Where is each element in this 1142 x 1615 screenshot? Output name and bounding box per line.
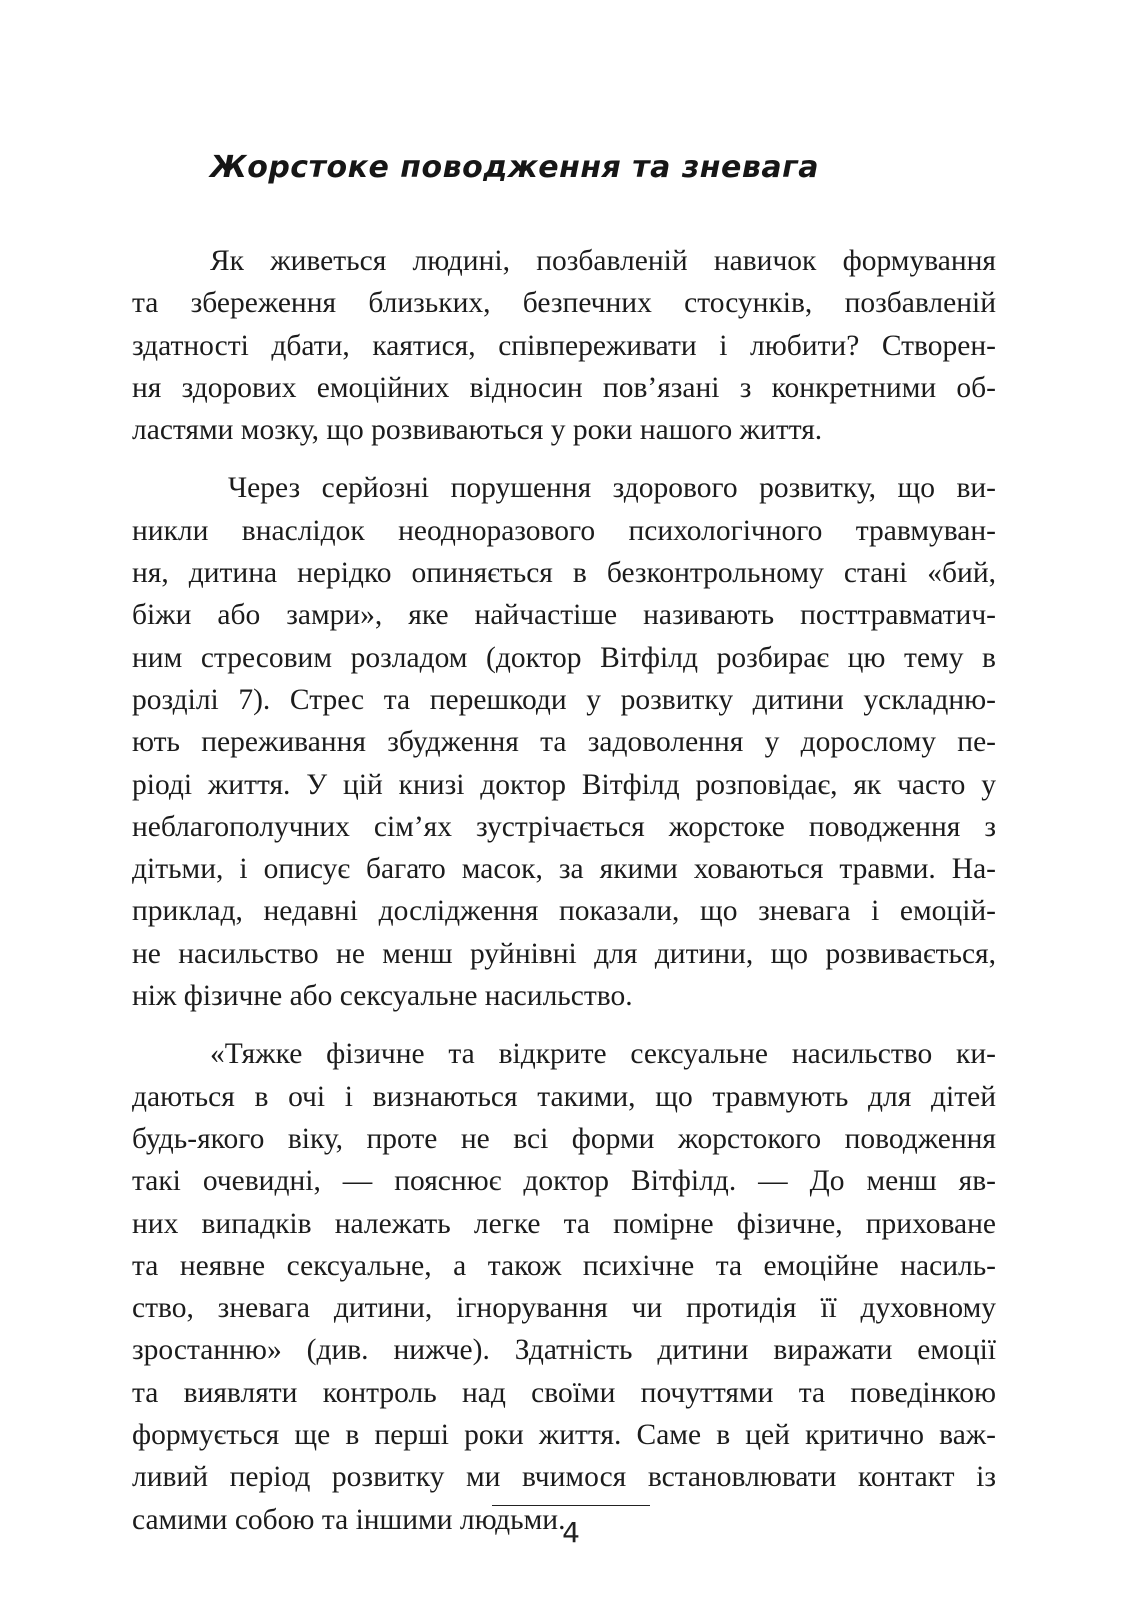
body-text <box>132 240 996 1557</box>
paragraph-2 <box>132 467 996 1017</box>
text-line: та виявляти контроль над своїми почуттями та поведінкою <box>132 1376 996 1409</box>
text-line: не насильство не менш руйнівні для дитини, що розвивається, <box>132 937 996 970</box>
text-line: будь-якого віку, проте не всі форми жорстокого поводження <box>132 1122 996 1155</box>
text-line: ють переживання збудження та задоволення у дорослому пе- <box>132 726 996 759</box>
footer-divider <box>492 1505 650 1506</box>
text-line: самими собою та іншими людьми. <box>132 1503 566 1536</box>
text-line: даються в очі і визнаються такими, що травмують для дітей <box>132 1080 996 1113</box>
text-line: та неявне сексуальне, а також психічне та емоційне насиль- <box>132 1249 996 1282</box>
text-line: зростанню» (див. нижче). Здатність дитини виражати емоції <box>132 1334 996 1367</box>
section-heading: Жорстоке поводження та зневага <box>210 150 819 185</box>
text-line: ріоді життя. У цій книзі доктор Вітфілд розповідає, як часто у <box>132 768 996 801</box>
text-line: ним стресовим розладом (доктор Вітфілд розбирає цю тему в <box>132 641 996 674</box>
text-line: та збереження близьких, безпечних стосунків, позбавленій <box>132 287 996 320</box>
text-line: формується ще в перші роки життя. Саме в цей критично важ- <box>132 1419 996 1452</box>
text-line: біжи або замри», яке найчастіше називають посттравматич- <box>132 599 996 632</box>
page-number: 4 <box>562 1516 580 1549</box>
text-line: «Тяжке фізичне та відкрите сексуальне насильство ки- <box>210 1038 996 1071</box>
text-line: никли внаслідок неодноразового психологічного травмуван- <box>132 514 996 547</box>
text-line: ня здорових емоційних відносин пов’язані з конкретними об- <box>132 371 996 404</box>
text-line: ластями мозку, що розвиваються у роки нашого життя. <box>132 414 823 447</box>
text-line: Через серйозні порушення здорового розвитку, що ви- <box>228 472 996 505</box>
text-line: розділі 7). Стрес та перешкоди у розвитку дитини ускладню- <box>132 683 996 716</box>
text-line: ніж фізичне або сексуальне насильство. <box>132 980 633 1013</box>
text-line: ство, зневага дитини, ігнорування чи протидія її духовному <box>132 1292 996 1325</box>
text-line: такі очевидні, — пояснює доктор Вітфілд. — До менш яв- <box>132 1165 996 1198</box>
text-line: них випадків належать легке та помірне фізичне, приховане <box>132 1207 996 1240</box>
text-line: здатності дбати, каятися, співпереживати і любити? Створен- <box>132 329 996 362</box>
text-line: ливий період розвитку ми вчимося встановлювати контакт із <box>132 1461 996 1494</box>
text-line: дітьми, і описує багато масок, за якими ховаються травми. На- <box>132 853 996 886</box>
text-line: неблагополучних сім’ях зустрічається жорстоке поводження з <box>132 810 996 843</box>
text-line: приклад, недавні дослідження показали, що зневага і емоцій- <box>132 895 996 928</box>
text-line: ня, дитина нерідко опиняється в безконтрольному стані «бий, <box>132 557 996 590</box>
paragraph-3 <box>132 1033 996 1541</box>
paragraph-1 <box>132 240 996 451</box>
text-line: Як живеться людині, позбавленій навичок формування <box>210 245 996 277</box>
